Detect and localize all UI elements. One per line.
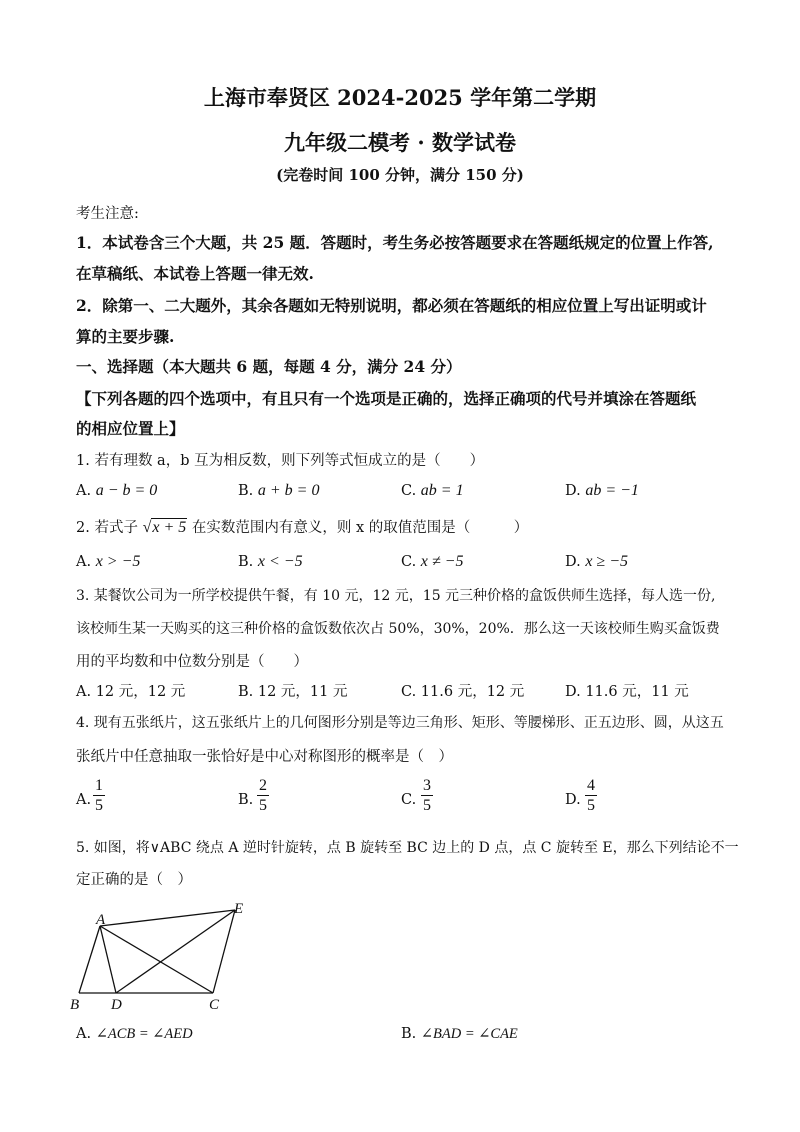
label-point-c: C bbox=[209, 997, 220, 1013]
option-label: A. bbox=[76, 1026, 92, 1042]
label-point-a: A bbox=[96, 912, 106, 928]
question-3-line1: 3. 某餐饮公司为一所学校提供午餐，有 10 元，12 元，15 元三种价格的盒饭供师生选择，每人选一份, bbox=[76, 588, 716, 604]
note-2-line2: 算的主要步骤. bbox=[76, 327, 175, 346]
section-heading: 一、选择题（本大题共 6 题，每题 4 分，满分 24 分） bbox=[76, 357, 462, 376]
numerator: 4 bbox=[587, 777, 595, 794]
q2-stem-pre: 2. 若式子 bbox=[76, 520, 138, 536]
q5-option-a[interactable] bbox=[76, 1026, 193, 1043]
numerator: 1 bbox=[95, 777, 103, 794]
option-label: B. bbox=[401, 1026, 417, 1042]
option-label: A. bbox=[76, 483, 92, 499]
option-text: a + b = 0 bbox=[257, 482, 320, 499]
question-5-line2: 定正确的是（ ） bbox=[76, 872, 192, 888]
q4-option-a-fraction[interactable] bbox=[93, 776, 105, 816]
q3-option-d[interactable]: D. 11.6 元，11 元 bbox=[565, 684, 689, 700]
note-1-line1: 1．本试卷含三个大题，共 25 题．答题时，考生务必按答题要求在答题纸规定的位置上作答, bbox=[76, 233, 714, 252]
segment-ab bbox=[79, 926, 100, 993]
denominator: 5 bbox=[95, 797, 103, 814]
q2-stem-post: 在实数范围内有意义，则 x 的取值范围是（ ） bbox=[191, 520, 529, 536]
option-text: x < −5 bbox=[257, 553, 303, 570]
question-4-line1: 4. 现有五张纸片，这五张纸片上的几何图形分别是等边三角形、矩形、等腰梯形、正五边形、圆，从这五 bbox=[76, 715, 724, 731]
q4-option-c-fraction[interactable] bbox=[421, 776, 433, 816]
q1-option-c[interactable] bbox=[401, 482, 464, 500]
label-point-b: B bbox=[70, 997, 80, 1013]
radical-sign: √ bbox=[142, 519, 152, 536]
numerator: 3 bbox=[423, 777, 431, 794]
q2-option-b[interactable] bbox=[238, 553, 303, 571]
question-4-line2: 张纸片中任意抽取一张恰好是中心对称图形的概率是（ ） bbox=[76, 749, 453, 765]
option-text: ab = 1 bbox=[420, 482, 464, 499]
option-label: D. bbox=[565, 554, 581, 570]
option-text: ∠ACB = ∠AED bbox=[95, 1026, 193, 1042]
option-label: A. bbox=[76, 554, 92, 570]
q4-option-b-label[interactable]: B. bbox=[238, 792, 254, 808]
option-text: x > −5 bbox=[95, 553, 141, 570]
notes-heading: 考生注意: bbox=[76, 206, 139, 222]
question-3-line3: 用的平均数和中位数分别是（ ） bbox=[76, 654, 308, 670]
segment-ad bbox=[100, 926, 116, 993]
denominator: 5 bbox=[587, 797, 595, 814]
option-text: x ≥ −5 bbox=[585, 553, 629, 570]
rotation-figure bbox=[66, 895, 256, 1013]
option-text: ab = −1 bbox=[585, 482, 639, 499]
exam-subtitle: (完卷时间 100 分钟，满分 150 分) bbox=[276, 166, 524, 184]
question-3-line2: 该校师生某一天购买的这三种价格的盒饭数依次占 50%，30%，20%．那么这一天该校师生购买盒饭费 bbox=[76, 621, 720, 637]
q1-option-d[interactable] bbox=[565, 482, 639, 500]
q4-option-b-fraction[interactable] bbox=[257, 776, 269, 816]
denominator: 5 bbox=[259, 797, 267, 814]
option-label: D. bbox=[565, 483, 581, 499]
option-label: C. bbox=[401, 554, 417, 570]
q4-option-c-label[interactable]: C. bbox=[401, 792, 417, 808]
exam-title-line1: 上海市奉贤区 2024-2025 学年第二学期 bbox=[203, 85, 597, 110]
option-label: C. bbox=[401, 483, 417, 499]
question-5-line1: 5. 如图，将∨ABC 绕点 A 逆时针旋转，点 B 旋转至 BC 边上的 D 点，点 C 旋转至 E，那么下列结论不一 bbox=[76, 840, 739, 856]
note-1-line2: 在草稿纸、本试卷上答题一律无效. bbox=[76, 264, 314, 283]
q3-option-c[interactable]: C. 11.6 元，12 元 bbox=[401, 684, 525, 700]
question-1-stem: 1. 若有理数 a，b 互为相反数，则下列等式恒成立的是（ ） bbox=[76, 453, 485, 469]
q1-option-b[interactable] bbox=[238, 482, 319, 500]
option-text: x ≠ −5 bbox=[420, 553, 464, 570]
q1-option-a[interactable] bbox=[76, 482, 157, 500]
section-instruction-line2: 的相应位置上】 bbox=[76, 419, 185, 438]
q4-option-d-label[interactable]: D. bbox=[565, 792, 581, 808]
label-point-d: D bbox=[111, 997, 122, 1013]
section-instruction-line1: 【下列各题的四个选项中，有且只有一个选项是正确的，选择正确项的代号并填涂在答题纸 bbox=[76, 389, 697, 408]
exam-title-line2: 九年级二模考 · 数学试卷 bbox=[284, 130, 516, 155]
q5-option-b[interactable] bbox=[401, 1026, 518, 1043]
q3-option-a[interactable]: A. 12 元，12 元 bbox=[76, 684, 186, 700]
option-text: a − b = 0 bbox=[95, 482, 158, 499]
q4-option-d-fraction[interactable] bbox=[585, 776, 597, 816]
question-2-stem bbox=[76, 516, 528, 537]
option-label: B. bbox=[238, 554, 254, 570]
q2-option-a[interactable] bbox=[76, 553, 140, 571]
denominator: 5 bbox=[423, 797, 431, 814]
segment-ac bbox=[100, 926, 213, 993]
numerator: 2 bbox=[259, 777, 267, 794]
q2-option-c[interactable] bbox=[401, 553, 463, 571]
q2-option-d[interactable] bbox=[565, 553, 628, 571]
label-point-e: E bbox=[234, 901, 244, 917]
note-2-line1: 2．除第一、二大题外，其余各题如无特别说明，都必须在答题纸的相应位置上写出证明或计 bbox=[76, 296, 707, 315]
q3-option-b[interactable]: B. 12 元，11 元 bbox=[238, 684, 348, 700]
radicand: x + 5 bbox=[152, 519, 187, 536]
option-text: ∠BAD = ∠CAE bbox=[420, 1026, 518, 1042]
sqrt-expression bbox=[143, 518, 188, 536]
option-label: B. bbox=[238, 483, 254, 499]
q4-option-a-label[interactable]: A. bbox=[76, 792, 92, 808]
